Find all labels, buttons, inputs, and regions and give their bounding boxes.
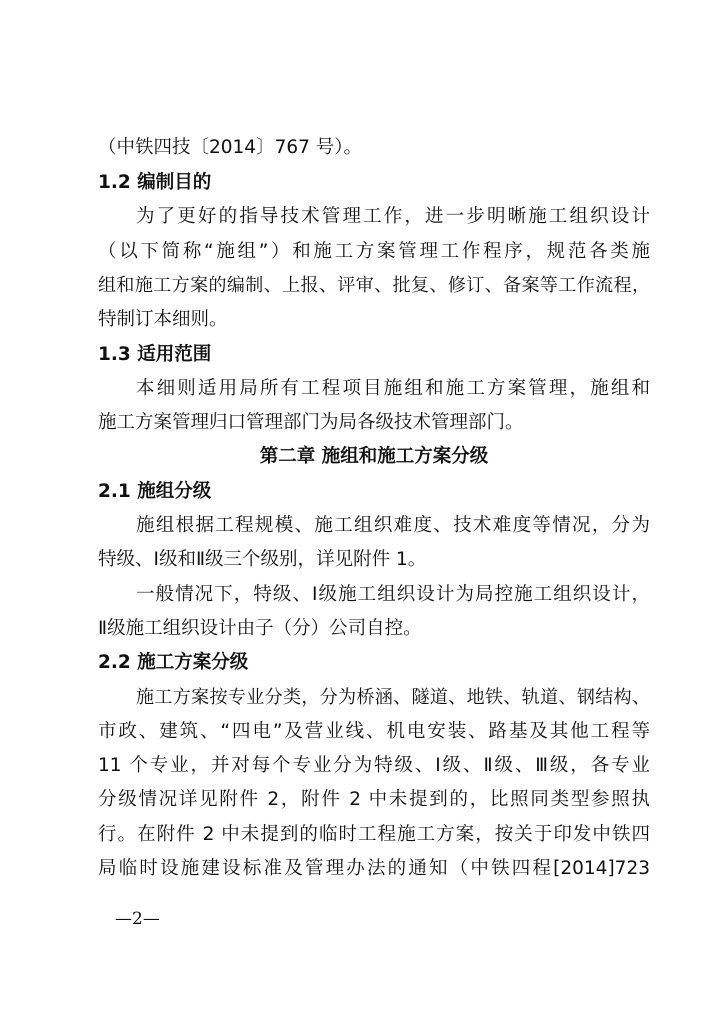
paragraph-line: （中铁四技〔2014〕767 号）。 bbox=[98, 137, 363, 158]
paragraph-line: 特制订本细则。 bbox=[98, 309, 228, 330]
paragraph-line: Ⅱ级施工组织设计由子（分）公司自控。 bbox=[98, 618, 422, 639]
section-heading-2-1: 2.1 施组分级 bbox=[98, 481, 212, 502]
page-number: —2— bbox=[115, 909, 160, 929]
paragraph-line: 施组根据工程规模、施工组织难度、技术难度等情况，分为 bbox=[136, 515, 650, 536]
paragraph-line: 施工方案管理归口管理部门为局各级技术管理部门。 bbox=[98, 412, 524, 433]
paragraph-line: 一般情况下，特级、Ⅰ级施工组织设计为局控施工组织设计， bbox=[136, 584, 650, 605]
section-heading-2-2: 2.2 施工方案分级 bbox=[98, 652, 249, 673]
paragraph-line: 行。在附件 2 中未提到的临时工程施工方案，按关于印发中铁四 bbox=[98, 824, 650, 845]
paragraph-line: 市政、建筑、“四电”及营业线、机电安装、路基及其他工程等 bbox=[98, 721, 650, 742]
paragraph-line: 为了更好的指导技术管理工作，进一步明晰施工组织设计 bbox=[136, 206, 650, 227]
section-heading-1-2: 1.2 编制目的 bbox=[98, 172, 212, 193]
section-heading-1-3: 1.3 适用范围 bbox=[98, 344, 212, 365]
paragraph-line: 局临时设施建设标准及管理办法的通知（中铁四程[2014]723 bbox=[98, 858, 650, 879]
chapter-heading: 第二章 施组和施工方案分级 bbox=[259, 446, 489, 467]
paragraph-line: 本细则适用局所有工程项目施组和施工方案管理，施组和 bbox=[136, 378, 650, 399]
paragraph-line: （以下简称“施组”）和施工方案管理工作程序，规范各类施 bbox=[98, 241, 650, 262]
paragraph-line: 11 个专业，并对每个专业分为特级、Ⅰ级、Ⅱ级、Ⅲ级，各专业 bbox=[98, 755, 650, 776]
paragraph-line: 分级情况详见附件 2，附件 2 中未提到的，比照同类型参照执 bbox=[98, 789, 650, 810]
paragraph-line: 特级、Ⅰ级和Ⅱ级三个级别，详见附件 1。 bbox=[98, 549, 427, 570]
paragraph-line: 组和施工方案的编制、上报、评审、批复、修订、备案等工作流程， bbox=[98, 275, 650, 296]
paragraph-line: 施工方案按专业分类，分为桥涵、隧道、地铁、轨道、钢结构、 bbox=[136, 687, 650, 708]
